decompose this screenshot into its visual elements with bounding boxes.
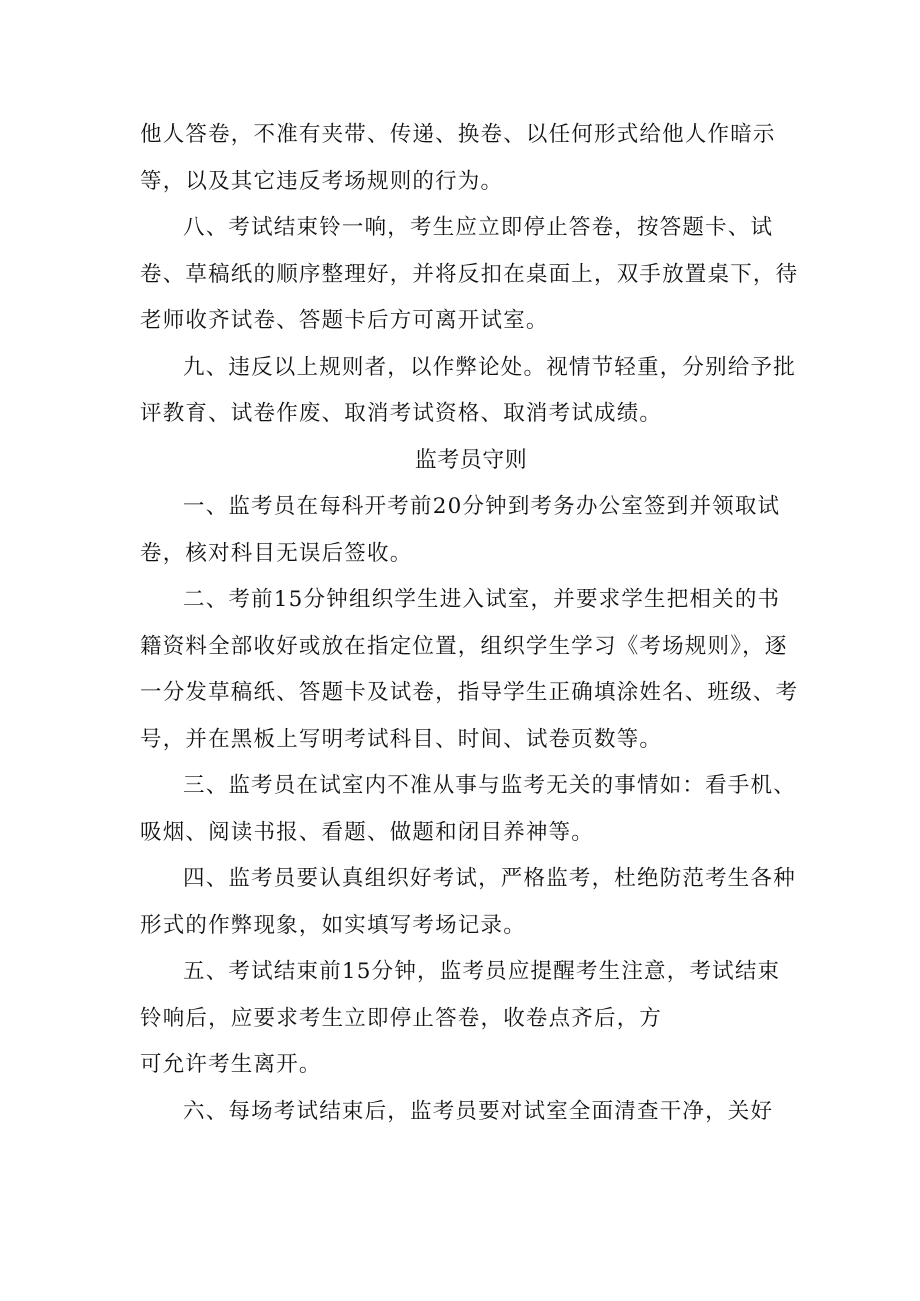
paragraph-proctor-rule-6: 六、每场考试结束后，监考员要对试室全面清查干净，关好 <box>183 1098 774 1124</box>
document-body <box>140 112 802 1135</box>
paragraph-continued-rule-7: 他人答卷，不准有夹带、传递、换卷、以任何形式给他人作暗示等，以及其它违反考场规则的行为。 <box>140 122 776 194</box>
paragraph-proctor-rule-1: 一、监考员在每科开考前20分钟到考务办公室签到并领取试卷，核对科目无误后签收。 <box>140 494 781 566</box>
paragraph-proctor-rule-3: 三、监考员在试室内不准从事与监考无关的事情如：看手机、吸烟、阅读书报、看题、做题和闭目养神等。 <box>140 773 796 845</box>
paragraph-proctor-rule-2: 二、考前15分钟组织学生进入试室，并要求学生把相关的书籍资料全部收好或放在指定位置，组织学生学习《考场规则》，逐一分发草稿纸、答题卡及试卷，指导学生正确填涂姓名、班级、考号，并在黑板上写明考试科目、时间、试卷页数等。 <box>140 587 799 752</box>
paragraph-proctor-rule-5-continued: 可允许考生离开。 <box>140 1052 322 1077</box>
paragraph-rule-8: 八、考试结束铃一响，考生应立即停止答卷，按答题卡、试卷、草稿纸的顺序整理好，并将反扣在桌面上，双手放置桌下，待老师收齐试卷、答题卡后方可离开试室。 <box>140 215 799 333</box>
paragraph-proctor-rule-5: 五、考试结束前15分钟，监考员应提醒考生注意，考试结束铃响后，应要求考生立即停止答卷，收卷点齐后，方 <box>140 959 781 1031</box>
paragraph-proctor-rule-4: 四、监考员要认真组织好考试，严格监考，杜绝防范考生各种形式的作弊现象，如实填写考场记录。 <box>140 866 796 938</box>
section-title: 监考员守则 <box>414 447 528 473</box>
paragraph-rule-9: 九、违反以上规则者，以作弊论处。视情节轻重，分别给予批评教育、试卷作废、取消考试资格、取消考试成绩。 <box>140 354 796 426</box>
